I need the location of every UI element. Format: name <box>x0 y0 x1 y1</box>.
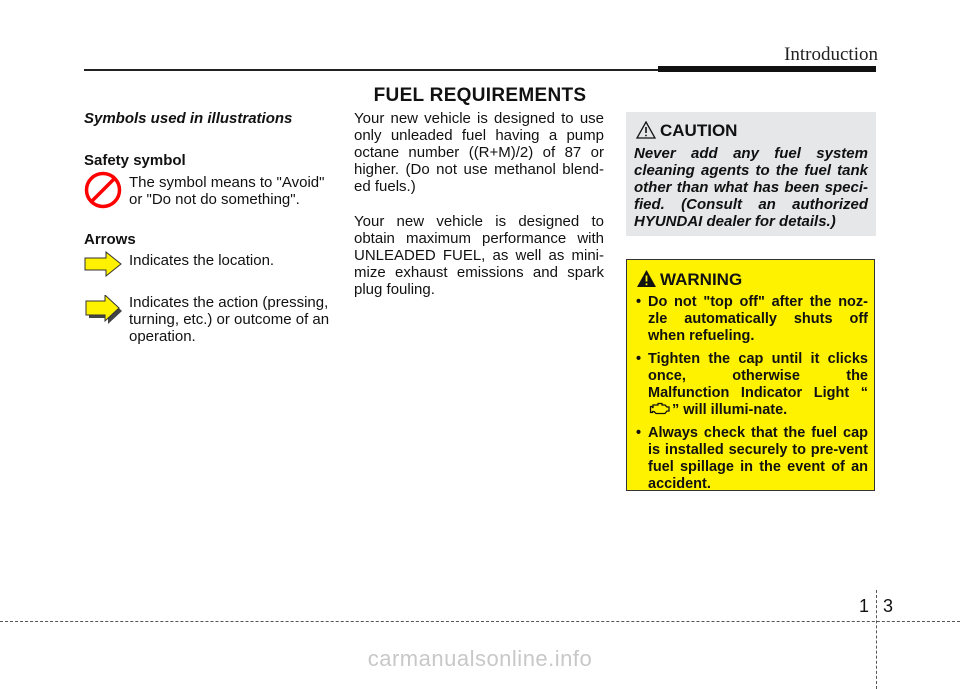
caution-triangle-icon <box>636 121 656 139</box>
chapter-title: Introduction <box>784 44 878 65</box>
action-description <box>129 294 329 345</box>
caution-title: CAUTION <box>660 121 738 140</box>
action-description-line: operation. <box>129 328 196 345</box>
warning-item: • Always check that the fuel cap is installed securely to pre-vent fuel spillage in the event of an accident. <box>636 425 868 493</box>
warning-item: • Do not "top off" after the noz-zle automatically shuts off when refueling. <box>636 294 868 345</box>
action-description-line: turning, etc.) or outcome of an <box>129 311 330 328</box>
arrows-label: Arrows <box>84 231 136 248</box>
avoid-description <box>129 174 324 208</box>
fuel-paragraph-1: Your new vehicle is designed to use only unleaded fuel having a pump octane number ((R+M)/2) of 87 or higher. (Do not use methanol blend-ed fuels.) <box>354 110 604 195</box>
header-bar <box>658 66 876 72</box>
warning-title: WARNING <box>660 270 743 289</box>
warning-item <box>636 351 868 419</box>
warning-item-text: Tighten the cap until it clicks once, otherwise the Malfunction Indicator Light “ <box>648 351 868 401</box>
avoid-icon <box>84 171 122 209</box>
engine-check-icon <box>649 402 671 415</box>
page-number: 3 <box>883 596 894 616</box>
safety-symbol-label: Safety symbol <box>84 152 186 169</box>
warning-item-text: ” will illumi-nate. <box>672 402 788 418</box>
symbols-heading: Symbols used in illustrations <box>84 110 293 127</box>
fuel-paragraph-2: Your new vehicle is designed to obtain maximum performance with UNLEADED FUEL, as well as mini-mize exhaust emissions and spark plug fouling. <box>354 213 604 298</box>
warning-triangle-icon <box>636 269 657 288</box>
section-title: FUEL REQUIREMENTS <box>373 85 587 106</box>
action-description-line: Indicates the action (pressing, <box>129 294 329 311</box>
footer-divider <box>876 590 877 689</box>
location-description: Indicates the location. <box>129 252 275 269</box>
page-section-number: 1 <box>859 596 870 616</box>
location-arrow-icon <box>84 251 122 277</box>
watermark: carmanualsonline.info <box>367 646 593 671</box>
avoid-description-line: The symbol means to "Avoid" <box>129 174 325 191</box>
warning-list <box>636 294 868 499</box>
footer-rule <box>0 621 960 622</box>
action-arrow-icon <box>84 295 124 327</box>
avoid-description-line: or "Do not do something". <box>129 191 300 208</box>
header-rule <box>84 69 658 71</box>
caution-text: Never add any fuel system cleaning agents to the fuel tank other than what has been speci-fied. (Consult an authorized HYUNDAI dealer for details.) <box>634 145 868 230</box>
